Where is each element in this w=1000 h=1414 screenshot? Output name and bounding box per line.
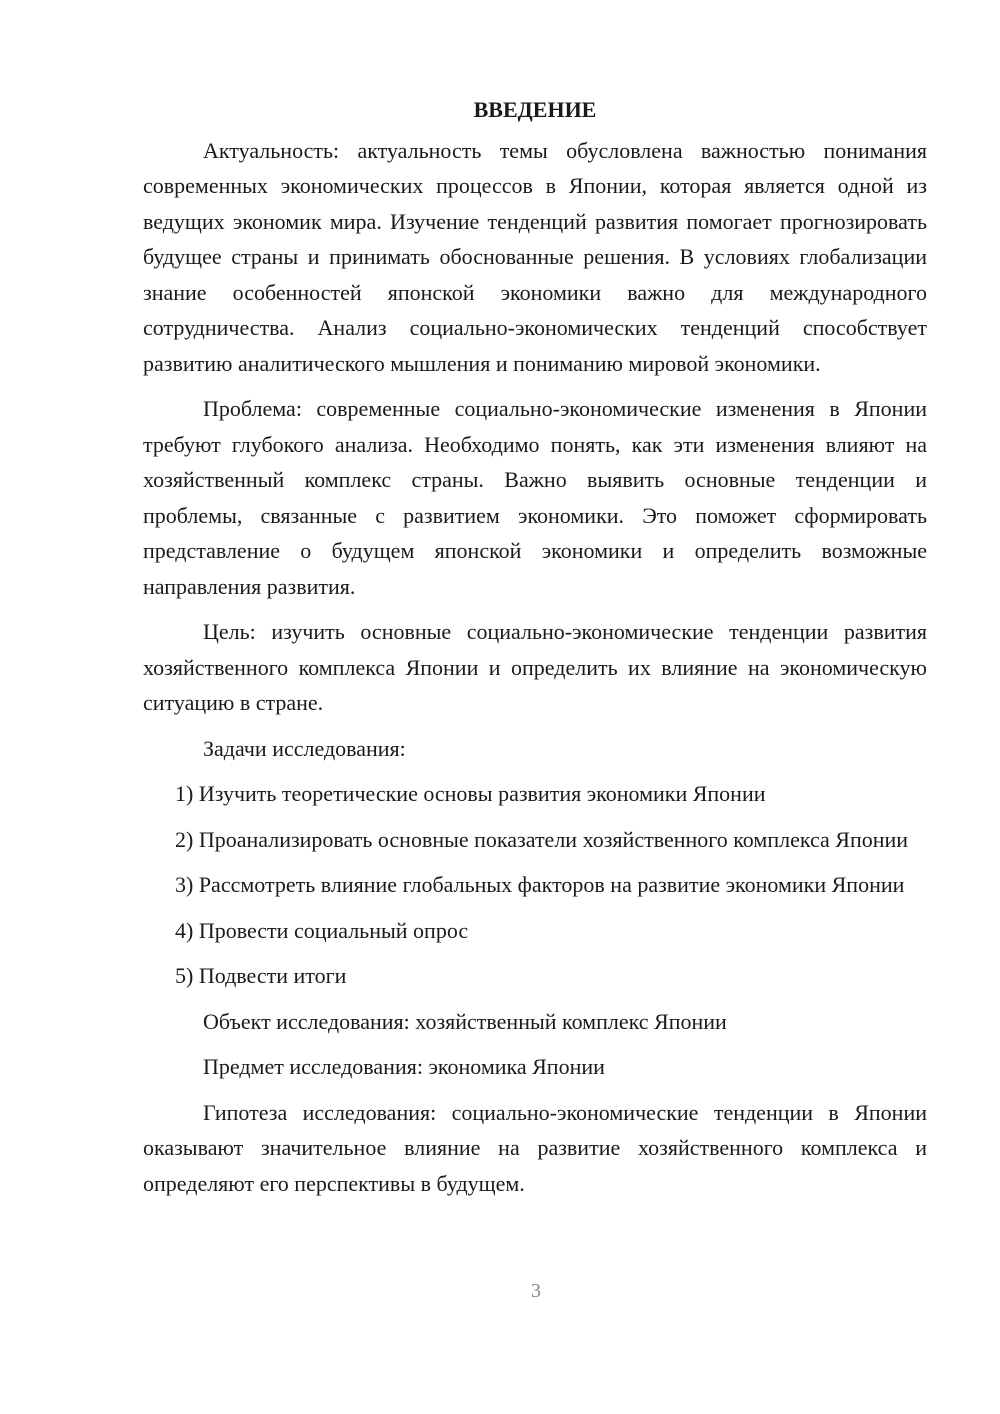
task-item-1: 1) Изучить теоретические основы развития экономики Японии — [175, 781, 766, 806]
problem-paragraph: Проблема: современные социально-экономические изменения в Японии требуют глубокого анализа. Необходимо понять, как эти изменения влияют на хозяйственный комплекс страны. Важно выявить основные тенденции и проблемы, связанные с развитием экономики. Это поможет сформировать представление о будущем японской экономики и определить возможные направления развития. — [143, 396, 927, 599]
task-item-2: 2) Проанализировать основные показатели хозяйственного комплекса Японии — [175, 826, 909, 852]
task-item-5: 5) Подвести итоги — [175, 963, 347, 988]
subject-paragraph: Предмет исследования: экономика Японии — [203, 1054, 605, 1079]
page-number: 3 — [531, 1280, 541, 1302]
object-paragraph: Объект исследования: хозяйственный комплекс Японии — [203, 1008, 727, 1034]
section-title: ВВЕДЕНИЕ — [473, 97, 597, 122]
tasks-heading: Задачи исследования: — [203, 735, 406, 761]
hypothesis-paragraph: Гипотеза исследования: социально-экономические тенденции в Японии оказывают значительное влияние на развитие хозяйственного комплекса и определяют его перспективы в будущем. — [143, 1099, 927, 1196]
relevance-paragraph: Актуальность: актуальность темы обусловлена важностью понимания современных экономических процессов в Японии, которая является одной из ведущих экономик мира. Изучение тенденций развития помогает прогнозировать будущее страны и принимать обоснованные решения. В условиях глобализации знание особенностей японской экономики важно для международного сотрудничества. Анализ социально-экономических тенденций способствует развитию аналитического мышления и пониманию мировой экономики. — [143, 137, 927, 376]
document-page — [143, 92, 927, 1211]
task-item-3: 3) Рассмотреть влияние глобальных факторов на развитие экономики Японии — [175, 872, 905, 897]
task-item-4: 4) Провести социальный опрос — [175, 917, 469, 943]
goal-paragraph: Цель: изучить основные социально-экономические тенденции развития хозяйственного комплекса Японии и определить их влияние на экономическую ситуацию в стране. — [143, 619, 927, 715]
